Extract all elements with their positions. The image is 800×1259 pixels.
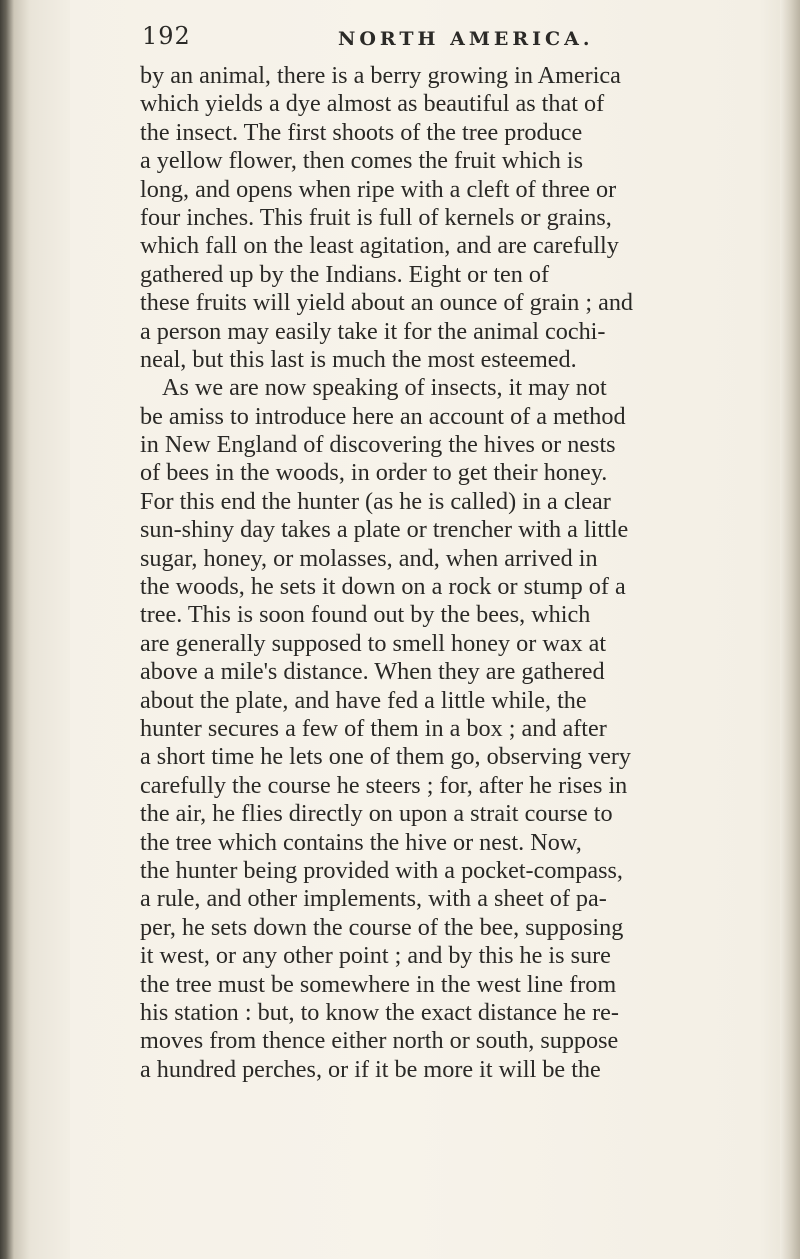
text-line: of bees in the woods, in order to get their honey. bbox=[140, 459, 608, 487]
text-line: his station : but, to know the exact distance he re- bbox=[140, 998, 619, 1026]
text-line: the insect. The first shoots of the tree produce bbox=[140, 118, 583, 146]
text-line: sugar, honey, or molasses, and, when arrived in bbox=[140, 544, 598, 572]
text-line: For this end the hunter (as he is called) in a clear bbox=[140, 487, 611, 515]
text-line: the woods, he sets it down on a rock or stump of a bbox=[140, 573, 626, 601]
text-line: which yields a dye almost as beautiful as that of bbox=[140, 90, 605, 118]
text-line: a person may easily take it for the animal cochi- bbox=[140, 317, 606, 345]
running-head: NORTH AMERICA. bbox=[338, 28, 594, 50]
text-line: are generally supposed to smell honey or wax at bbox=[140, 629, 607, 657]
text-line: long, and opens when ripe with a cleft of three or bbox=[140, 175, 617, 203]
text-line: the tree which contains the hive or nest. Now, bbox=[140, 828, 582, 856]
text-line: the tree must be somewhere in the west line from bbox=[140, 970, 617, 998]
page-edge-shadow bbox=[780, 0, 800, 1259]
text-line: by an animal, there is a berry growing in America bbox=[140, 62, 621, 89]
text-line: moves from thence either north or south, suppose bbox=[140, 1027, 619, 1055]
text-line: a hundred perches, or if it be more it will be the bbox=[140, 1055, 601, 1083]
page-binding-shadow bbox=[0, 0, 70, 1259]
text-line: the air, he flies directly on upon a strait course to bbox=[140, 800, 613, 828]
text-line: these fruits will yield about an ounce of grain ; and bbox=[140, 289, 634, 317]
text-line: tree. This is soon found out by the bees, which bbox=[140, 601, 591, 629]
text-line: a rule, and other implements, with a sheet of pa- bbox=[140, 885, 607, 913]
paragraph-start-line: As we are now speaking of insects, it may not bbox=[162, 374, 607, 402]
text-line: sun-shiny day takes a plate or trencher with a little bbox=[140, 516, 629, 544]
text-line: per, he sets down the course of the bee, supposing bbox=[140, 913, 624, 941]
text-line: carefully the course he steers ; for, after he rises in bbox=[140, 771, 628, 799]
text-line: be amiss to introduce here an account of a method bbox=[140, 402, 626, 430]
text-line: about the plate, and have fed a little while, the bbox=[140, 686, 587, 714]
page-header bbox=[142, 22, 702, 62]
text-line: a yellow flower, then comes the fruit which is bbox=[140, 147, 584, 175]
text-line: hunter secures a few of them in a box ; and after bbox=[140, 714, 607, 742]
text-line: neal, but this last is much the most esteemed. bbox=[140, 345, 577, 373]
body-text bbox=[140, 62, 770, 1084]
text-line: gathered up by the Indians. Eight or ten of bbox=[140, 260, 550, 288]
text-line: which fall on the least agitation, and are carefully bbox=[140, 232, 619, 260]
page-number: 192 bbox=[142, 22, 191, 50]
text-line: a short time he lets one of them go, observing very bbox=[140, 743, 632, 771]
text-line: the hunter being provided with a pocket-compass, bbox=[140, 856, 623, 884]
text-line: four inches. This fruit is full of kernels or grains, bbox=[140, 203, 612, 231]
text-line: in New England of discovering the hives or nests bbox=[140, 431, 616, 459]
text-line: above a mile's distance. When they are gathered bbox=[140, 658, 605, 686]
text-line: it west, or any other point ; and by this he is sure bbox=[140, 942, 611, 970]
